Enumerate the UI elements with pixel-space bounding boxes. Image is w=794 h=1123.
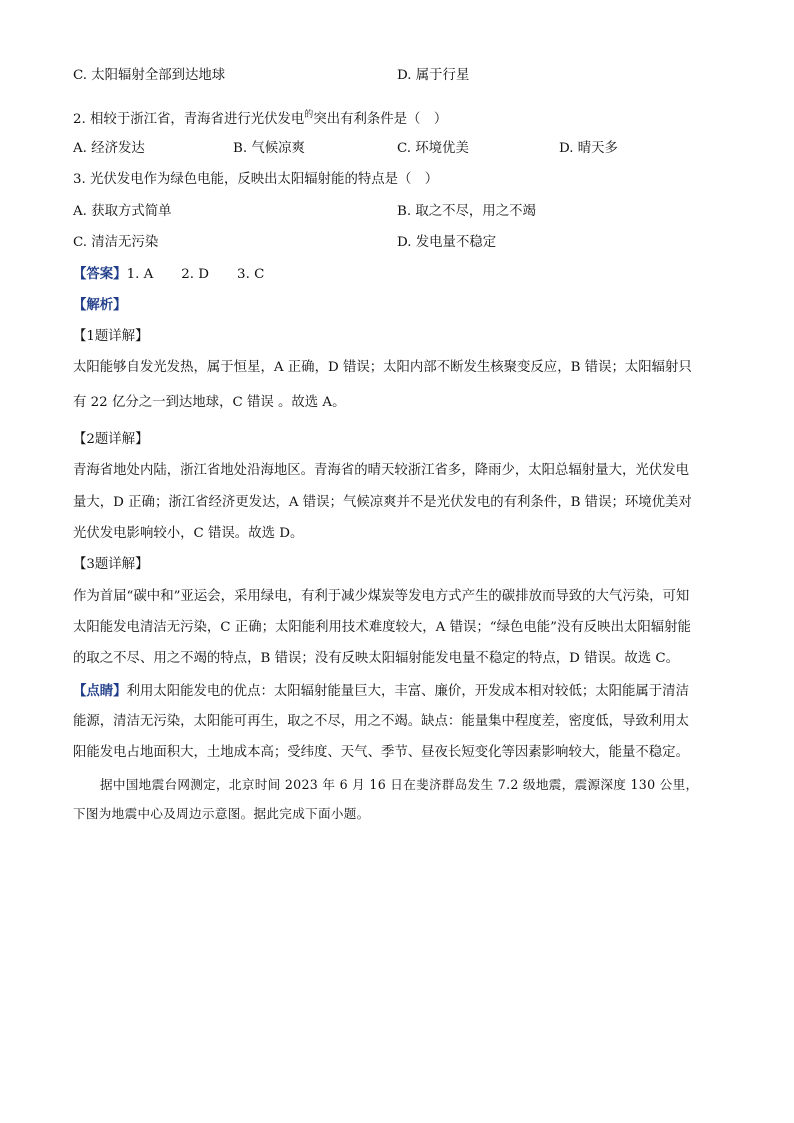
q3-stem: 3. 光伏发电作为绿色电能，反映出太阳辐射能的特点是（ ） (73, 172, 439, 187)
answer-2: 2. D (181, 267, 210, 282)
detail-3-label: 【3题详解】 (73, 557, 149, 572)
q1-option-c: C. 太阳辐射全部到达地球 (73, 68, 226, 83)
q1-option-d: D. 属于行星 (397, 68, 470, 83)
q2-stem-a: 2. 相较于浙江省，青海省进行光伏发电 (73, 112, 305, 127)
intro-line-1: 据中国地震台网测定，北京时间 2023 年 6 月 16 日在斐济群岛发生 7.2 级地震，震源深度 130 公里， (100, 777, 699, 792)
detail-1-line-1: 太阳能够自发光发热，属于恒星，A 正确，D 错误；太阳内部不断发生核聚变反应，B 错误；太阳辐射只 (73, 360, 692, 375)
answer-1: 1. A (126, 267, 154, 282)
detail-2-line-3: 光伏发电影响较小，C 错误。故选 D。 (73, 526, 304, 541)
tip-line-3: 阳能发电占地面积大，土地成本高；受纬度、天气、季节、昼夜长短变化等因素影响较大，能量不稳定。 (73, 745, 689, 760)
detail-2-line-2: 量大，D 正确；浙江省经济更发达，A 错误；气候凉爽并不是光伏发电的有利条件，B 错误；环境优美对 (73, 495, 692, 510)
q3-option-a: A. 获取方式简单 (73, 204, 172, 219)
q2-option-d: D. 晴天多 (559, 141, 618, 156)
answer-3: 3. C (237, 267, 265, 282)
detail-2-label: 【2题详解】 (73, 432, 149, 447)
answer-line (73, 264, 264, 285)
detail-3-line-3: 的取之不尽、用之不竭的特点，B 错误；没有反映太阳辐射能发电量不稳定的特点，D 错误。故选 C。 (73, 651, 679, 666)
tip-text-1: 利用太阳能发电的优点：太阳辐射能量巨大，丰富、廉价，开发成本相对较低；太阳能属于清洁 (126, 684, 689, 699)
tip-label: 【点睛】 (73, 683, 127, 699)
intro-line-2: 下图为地震中心及周边示意图。据此完成下面小题。 (73, 806, 370, 821)
q2-option-a: A. 经济发达 (73, 141, 145, 156)
analysis-label: 【解析】 (73, 297, 127, 313)
detail-2-line-1: 青海省地处内陆，浙江省地处沿海地区。青海省的晴天较浙江省多，降雨少，太阳总辐射量大，光伏发电 (73, 463, 689, 478)
q2-option-c: C. 环境优美 (397, 141, 469, 156)
tip-line-2: 能源，清洁无污染，太阳能可再生，取之不尽，用之不竭。缺点：能量集中程度差，密度低，导致利用太 (73, 714, 689, 729)
detail-1-label: 【1题详解】 (73, 329, 149, 344)
q3-option-d: D. 发电量不稳定 (397, 235, 497, 250)
tip-line-1 (73, 681, 689, 702)
q3-option-c: C. 清洁无污染 (73, 235, 159, 250)
q2-stem (73, 105, 447, 130)
answer-label: 【答案】 (73, 266, 127, 282)
q2-option-b: B. 气候凉爽 (233, 141, 305, 156)
q2-stem-b: 突出有利条件是（ ） (313, 112, 448, 127)
q2-stem-sup: 的 (304, 110, 314, 120)
detail-1-line-2: 有 22 亿分之一到达地球，C 错误 。故选 A。 (73, 395, 346, 410)
detail-3-line-1: 作为首届“碳中和”亚运会，采用绿电，有利于减少煤炭等发电方式产生的碳排放而导致的大气污染，可知 (73, 589, 690, 604)
detail-3-line-2: 太阳能发电清洁无污染，C 正确；太阳能利用技术难度较大，A 错误；“绿色电能”没有反映出太阳辐射能 (73, 620, 691, 635)
q3-option-b: B. 取之不尽，用之不竭 (397, 204, 536, 219)
